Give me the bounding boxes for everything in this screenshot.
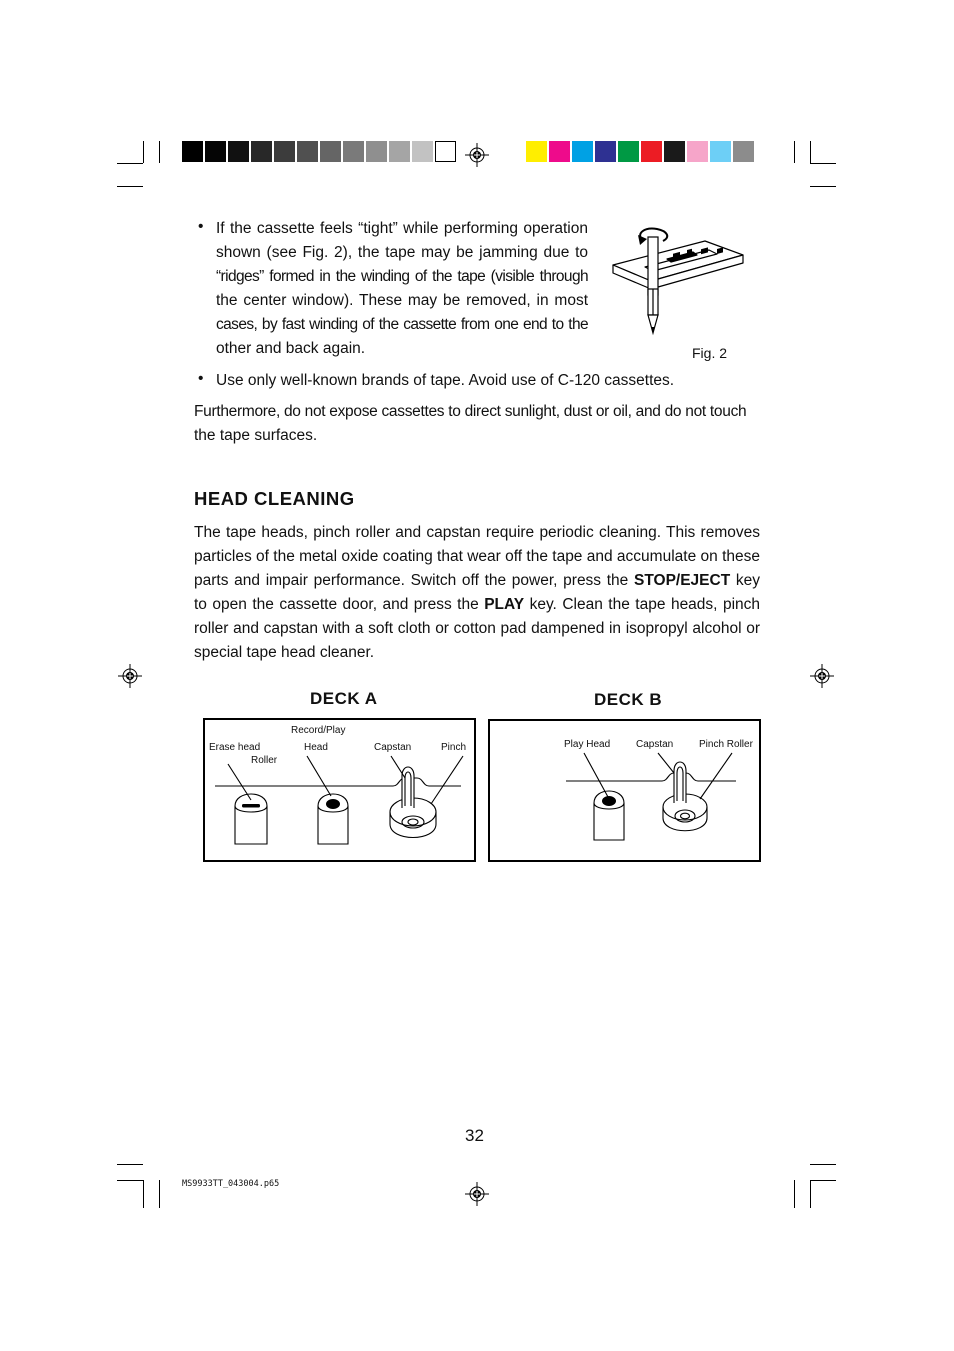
cassette-pencil-illustration — [605, 223, 750, 340]
paragraph-line: The tape heads, pinch roller and capstan require periodic cleaning. This removes — [194, 524, 760, 541]
head-cleaning-paragraph — [194, 521, 760, 665]
stop-eject-key-label: STOP/EJECT — [633, 572, 731, 589]
bullet-1-line: shown (see Fig. 2), the tape may be jamming due to — [216, 244, 588, 261]
gray-swatch — [366, 141, 387, 162]
bullet-2-text: Use only well-known brands of tape. Avoid use of C-120 cassettes. — [216, 372, 675, 389]
registration-mark-top — [465, 143, 489, 167]
paragraph-line: the tape surfaces. — [194, 427, 318, 444]
capstan-label: Capstan — [636, 739, 674, 750]
bullet-marker: • — [198, 370, 204, 387]
paragraph-line: Furthermore, do not expose cassettes to direct sunlight, dust or oil, and do not touch — [194, 403, 747, 420]
bullet-1-line: “ridges” formed in the winding of the tape (visible through — [216, 268, 588, 285]
caution-paragraph — [194, 400, 760, 448]
color-swatch — [733, 141, 754, 162]
gray-swatch — [251, 141, 272, 162]
gray-swatch — [228, 141, 249, 162]
bullet-1-line: other and back again. — [216, 340, 366, 357]
paragraph-line — [194, 569, 760, 593]
color-swatch — [641, 141, 662, 162]
gray-swatch — [435, 141, 456, 162]
text-span: key. Clean the tape heads, pinch — [524, 596, 761, 613]
deck-b-diagram — [488, 719, 761, 862]
gray-swatch — [297, 141, 318, 162]
deck-b-mechanism — [490, 721, 759, 860]
color-swatch — [595, 141, 616, 162]
gray-swatch — [412, 141, 433, 162]
color-swatch — [572, 141, 593, 162]
color-swatch — [618, 141, 639, 162]
erase-head-label: Erase head — [209, 742, 261, 753]
registration-mark-bottom — [465, 1182, 489, 1206]
grayscale-bar — [182, 141, 458, 162]
color-swatch — [710, 141, 731, 162]
deck-a-diagram — [203, 718, 476, 862]
registration-mark-right — [810, 664, 834, 688]
gray-swatch — [182, 141, 203, 162]
file-name: MS9933TT_043004.p65 — [182, 1179, 280, 1189]
color-swatch — [687, 141, 708, 162]
color-swatch — [549, 141, 570, 162]
registration-mark-left — [118, 664, 142, 688]
play-key-label: PLAY — [484, 596, 525, 613]
head-label: Head — [304, 742, 328, 753]
gray-swatch — [320, 141, 341, 162]
gray-swatch — [343, 141, 364, 162]
play-head-label: Play Head — [564, 739, 611, 750]
capstan-label: Capstan — [374, 742, 412, 753]
deck-a-mechanism — [205, 720, 474, 860]
pinch-roller-label: Pinch Roller — [699, 739, 753, 750]
fig-2-caption: Fig. 2 — [692, 345, 728, 361]
record-play-label: Record/Play — [291, 725, 346, 736]
gray-swatch — [274, 141, 295, 162]
text-span: key — [730, 572, 760, 589]
paragraph-line — [194, 593, 760, 617]
bullet-1-text — [216, 217, 588, 361]
gray-swatch — [205, 141, 226, 162]
roller-label: Roller — [251, 755, 278, 766]
color-swatch — [526, 141, 547, 162]
page-number: 32 — [465, 1126, 484, 1145]
gray-swatch — [389, 141, 410, 162]
deck-b-title: DECK B — [594, 690, 663, 709]
bullet-1-line: If the cassette feels “tight” while performing operation — [216, 220, 588, 237]
text-span: to open the cassette door, and press the — [194, 596, 485, 613]
paragraph-line: particles of the metal oxide coating that wear off the tape and accumulate on these — [194, 548, 760, 565]
bullet-1-line: the center window). These may be removed, in most — [216, 292, 588, 309]
paragraph-line: roller and capstan with a soft cloth or cotton pad dampened in isopropyl alcohol or — [194, 620, 760, 637]
color-bar — [526, 141, 756, 162]
deck-a-title: DECK A — [310, 689, 378, 708]
pinch-label: Pinch — [441, 742, 467, 753]
text-span: parts and impair performance. Switch off the power, press the — [194, 572, 634, 589]
bullet-marker: • — [198, 218, 204, 235]
head-cleaning-heading: HEAD CLEANING — [194, 488, 355, 509]
paragraph-line: special tape head cleaner. — [194, 644, 375, 661]
bullet-1-line: cases, by fast winding of the cassette from one end to the — [216, 316, 588, 333]
color-swatch — [664, 141, 685, 162]
